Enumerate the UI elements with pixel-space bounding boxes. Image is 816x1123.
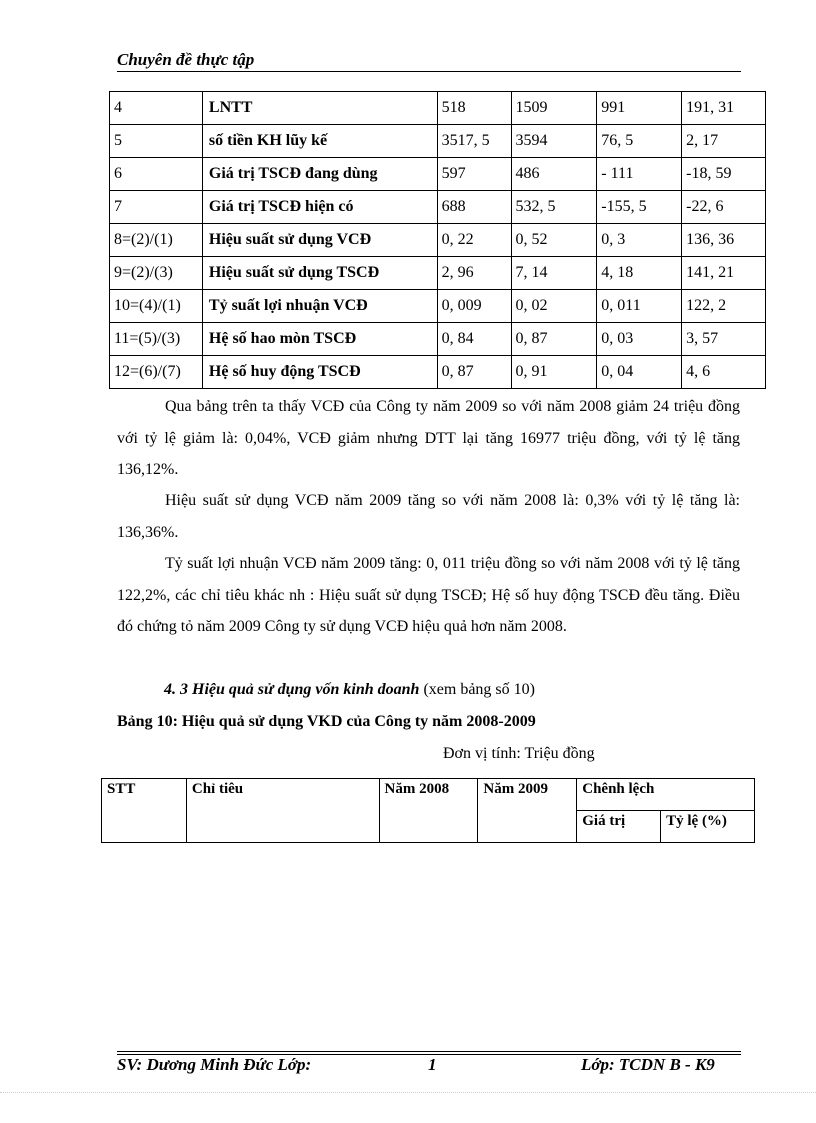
table-cell: 9=(2)/(3): [110, 257, 203, 290]
table-cell: 0, 91: [511, 356, 597, 389]
table-10: [101, 778, 755, 843]
table-cell: Tỷ suất lợi nhuận VCĐ: [202, 290, 437, 323]
col-header-chenh-lech: Chênh lệch: [577, 779, 755, 811]
table-cell: 991: [597, 92, 682, 125]
table-cell: 597: [437, 158, 511, 191]
table-cell: 0, 84: [437, 323, 511, 356]
paragraph-2: [117, 485, 740, 548]
table-cell: 12=(6)/(7): [110, 356, 203, 389]
table-cell: 0, 04: [597, 356, 682, 389]
table-cell: Hiệu suất sử dụng VCĐ: [202, 224, 437, 257]
col-header-2008: Năm 2008: [379, 779, 478, 843]
table-cell: 122, 2: [682, 290, 766, 323]
table-cell: 0, 03: [597, 323, 682, 356]
table-cell: 5: [110, 125, 203, 158]
table-cell: 76, 5: [597, 125, 682, 158]
table-cell: 8=(2)/(1): [110, 224, 203, 257]
table-cell: 10=(4)/(1): [110, 290, 203, 323]
col-header-gia-tri: Giá trị: [577, 811, 661, 843]
table-cell: - 111: [597, 158, 682, 191]
table-cell: 6: [110, 158, 203, 191]
table-cell: 3, 57: [682, 323, 766, 356]
col-header-ty-le: Tỷ lệ (%): [661, 811, 755, 843]
table-cell: 0, 02: [511, 290, 597, 323]
table-cell: 2, 96: [437, 257, 511, 290]
section-title: 4. 3 Hiệu quả sử dụng vốn kinh doanh: [164, 681, 420, 698]
col-header-chi-tieu: Chỉ tiêu: [186, 779, 379, 843]
table-cell: 4, 18: [597, 257, 682, 290]
table-cell: 136, 36: [682, 224, 766, 257]
table-cell: Giá trị TSCĐ hiện có: [202, 191, 437, 224]
table-cell: Giá trị TSCĐ đang dùng: [202, 158, 437, 191]
table-cell: 688: [437, 191, 511, 224]
table-cell: 0, 011: [597, 290, 682, 323]
table-cell: 3594: [511, 125, 597, 158]
table-cell: 11=(5)/(3): [110, 323, 203, 356]
table-cell: 0, 22: [437, 224, 511, 257]
table-row: [110, 290, 766, 323]
paragraph-1-text: Qua bảng trên ta thấy VCĐ của Công ty năm 2009 so với năm 2008 giảm 24 triệu đồng với tỷ lệ giảm là: 0,04%, VCĐ giảm nhưng DTT lại tăng 16977 triệu đồng, với tỷ lệ tăng 136,12%.: [117, 398, 740, 478]
table-cell: 518: [437, 92, 511, 125]
table-cell: 141, 21: [682, 257, 766, 290]
table-9: [109, 91, 766, 389]
table-cell: 2, 17: [682, 125, 766, 158]
table-row: [110, 191, 766, 224]
header-rule: [117, 71, 741, 72]
table-row: [110, 257, 766, 290]
table-cell: 3517, 5: [437, 125, 511, 158]
table-cell: Hệ số hao mòn TSCĐ: [202, 323, 437, 356]
table-row: [110, 125, 766, 158]
footer-rule: [117, 1051, 741, 1052]
table-cell: -155, 5: [597, 191, 682, 224]
paragraph-3-text: Tỷ suất lợi nhuận VCĐ năm 2009 tăng: 0, 011 triệu đồng so với năm 2008 với tỷ lệ tăng 122,2%, các chỉ tiêu khác nh : Hiệu suất sử dụng TSCĐ; Hệ số huy động TSCĐ đều tăng. Điều đó chứng tỏ năm 2009 Công ty sử dụng VCĐ hiệu quả hơn năm 2008.: [117, 555, 740, 635]
page-header-title: Chuyên đề thực tập: [117, 50, 255, 69]
table-10-unit: Đơn vị tính: Triệu đồng: [443, 745, 595, 762]
table-cell: 7: [110, 191, 203, 224]
table-row: [110, 224, 766, 257]
table-cell: 532, 5: [511, 191, 597, 224]
footer-student: SV: Dương Minh Đức Lớp:: [117, 1055, 312, 1074]
table-cell: 4: [110, 92, 203, 125]
col-header-stt: STT: [102, 779, 187, 843]
table-cell: số tiền KH lũy kế: [202, 125, 437, 158]
table-9-body: [110, 92, 766, 389]
table-cell: -18, 59: [682, 158, 766, 191]
table-cell: -22, 6: [682, 191, 766, 224]
table-cell: 486: [511, 158, 597, 191]
table-cell: 0, 3: [597, 224, 682, 257]
table-row: [110, 323, 766, 356]
table-row: [110, 158, 766, 191]
table-cell: 1509: [511, 92, 597, 125]
table-cell: 0, 87: [437, 356, 511, 389]
paragraph-2-text: Hiệu suất sử dụng VCĐ năm 2009 tăng so với năm 2008 là: 0,3% với tỷ lệ tăng là: 136,36%.: [117, 492, 740, 541]
table-row: [110, 92, 766, 125]
table-cell: Hệ số huy động TSCĐ: [202, 356, 437, 389]
table-row: [110, 356, 766, 389]
table-cell: 0, 87: [511, 323, 597, 356]
section-note: (xem bảng số 10): [423, 681, 535, 698]
page-edge-dotted-line: [0, 1092, 816, 1093]
table-cell: 191, 31: [682, 92, 766, 125]
table-cell: 0, 52: [511, 224, 597, 257]
footer-page-number: 1: [428, 1055, 437, 1074]
paragraph-1: [117, 391, 740, 486]
table-cell: Hiệu suất sử dụng TSCĐ: [202, 257, 437, 290]
col-header-2009: Năm 2009: [478, 779, 577, 843]
footer-class: Lớp: TCDN B - K9: [581, 1055, 715, 1074]
table-cell: 4, 6: [682, 356, 766, 389]
table-10-caption: Bảng 10: Hiệu quả sử dụng VKD của Công ty năm 2008-2009: [117, 713, 536, 730]
table-cell: LNTT: [202, 92, 437, 125]
section-heading: [164, 681, 535, 699]
paragraph-3: [117, 548, 740, 643]
table-cell: 7, 14: [511, 257, 597, 290]
table-cell: 0, 009: [437, 290, 511, 323]
